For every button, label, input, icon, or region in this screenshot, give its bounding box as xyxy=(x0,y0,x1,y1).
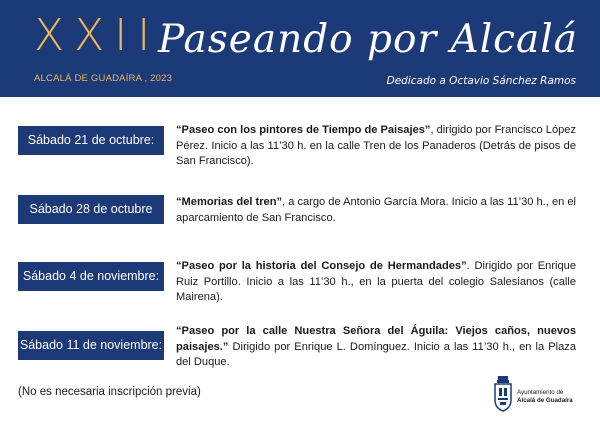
event-title: “Paseo por la historia del Consejo de Hermandades” xyxy=(176,260,467,272)
dedication-text: Dedicado a Octavio Sánchez Ramos xyxy=(386,75,576,87)
event-description xyxy=(176,324,576,371)
event-title: “Paseo por la calle Nuestra Señora del Águila: Viejos caños, nuevos paisajes.” xyxy=(176,325,576,353)
event-title: “Paseo con los pintores de Tiempo de Paisajes” xyxy=(176,124,431,136)
registration-note: (No es necesaria inscripción previa) xyxy=(18,386,201,398)
event-date-badge: Sábado 4 de noviembre: xyxy=(18,262,164,291)
event-details: . Dirigido por Enrique Ruiz Portillo. Inicio a las 11’30 h., en la puerta del colegio Salesianos (calle Mairena). xyxy=(176,260,577,304)
location-year: ALCALÁ DE GUADAÍRA , 2023 xyxy=(34,73,173,84)
event-details: Dirigido por Enrique L. Domínguez. Inicio a las 11’30 h., en la Plaza del Duque. xyxy=(176,340,576,369)
header-banner xyxy=(0,0,600,97)
event-date-badge: Sábado 21 de octubre: xyxy=(18,126,164,155)
logo-wordmark xyxy=(517,389,573,404)
city-council-logo xyxy=(492,376,582,412)
event-description xyxy=(176,259,576,306)
event-date-badge: Sábado 28 de octubre xyxy=(18,195,164,224)
event-series-title: Paseando por Alcalá xyxy=(158,17,578,62)
event-description xyxy=(176,123,576,170)
coat-of-arms-icon xyxy=(492,376,514,412)
logo-line-1: Ayuntamiento de xyxy=(517,389,564,396)
event-details: , dirigido por Francisco López Pérez. Inicio a las 11’30 h. en la calle Tren de los Panaderos (Detrás de pisos de San Francisco). xyxy=(176,124,576,168)
event-description xyxy=(176,195,576,226)
event-title: “Memorias del tren” xyxy=(176,196,283,208)
event-details: , a cargo de Antonio García Mora. Inicio a las 11’30 h., en el aparcamiento de San Francisco. xyxy=(176,196,576,224)
edition-number: XXII xyxy=(34,10,161,61)
event-date-badge: Sábado 11 de noviembre: xyxy=(18,331,164,360)
logo-line-2: Alcalá de Guadaíra xyxy=(517,396,573,404)
